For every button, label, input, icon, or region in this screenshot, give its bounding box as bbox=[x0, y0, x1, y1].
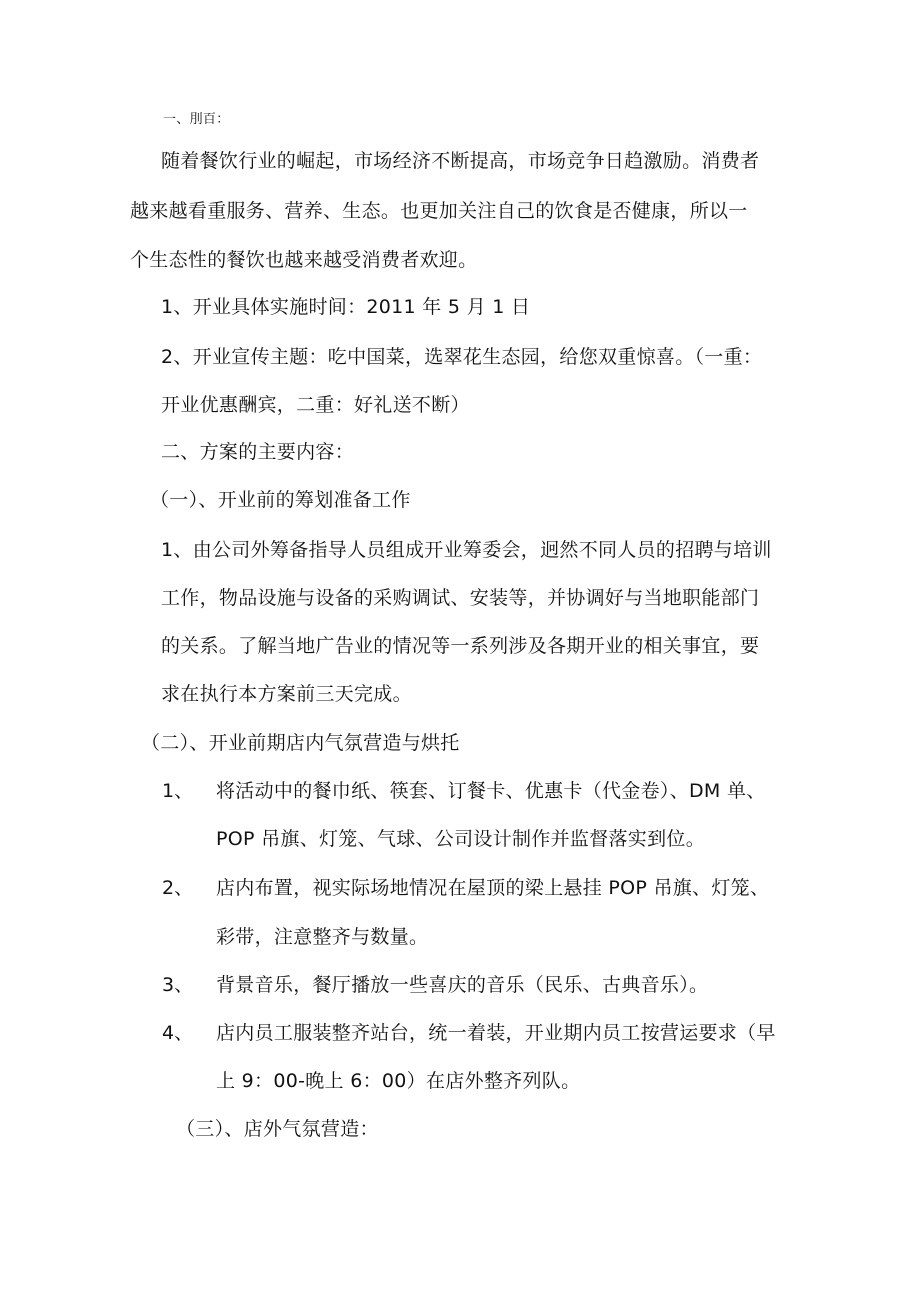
section-1-line-4: 求在执行本方案前三天完成。 bbox=[161, 683, 412, 705]
section-3-title: （三）、店外气氛营造： bbox=[176, 1118, 379, 1140]
intro-line-3: 个生态性的餐饮也越来越受消费者欢迎。 bbox=[130, 249, 478, 271]
section-1-line-1: 1、由公司外筹备指导人员组成开业筹委会，迥然不同人员的招聘与培训 bbox=[161, 539, 772, 561]
list-item-number: 3、 bbox=[162, 974, 194, 996]
list-item-line: 上 9：00-晚上 6：00）在店外整齐列队。 bbox=[216, 1070, 581, 1092]
heading-main-content: 二、方案的主要内容： bbox=[161, 441, 355, 463]
item-theme-line-1: 2、开业宣传主题：吃中国菜，选翠花生态园，给您双重惊喜。（一重： bbox=[161, 346, 763, 368]
intro-line-2: 越来越看重服务、营养、生态。也更加关注自己的饮食是否健康，所以一 bbox=[130, 200, 748, 222]
section-2-title: （二）、开业前期店内气氛营造与烘托 bbox=[141, 732, 460, 754]
heading-preface: 一、刖百： bbox=[163, 112, 230, 127]
section-1-line-2: 工作，物品设施与设备的采购调试、安装等，并协调好与当地职能部门 bbox=[161, 587, 760, 609]
list-item-line: 将活动中的餐巾纸、筷套、订餐卡、优惠卡（代金卷）、DM 单、 bbox=[216, 780, 766, 802]
item-theme-line-2: 开业优惠酬宾，二重：好礼送不断） bbox=[161, 394, 470, 416]
section-1-line-3: 的关系。了解当地广告业的情况等一系列涉及各期开业的相关事宜，要 bbox=[161, 635, 760, 657]
list-item-line: 彩带，注意整齐与数量。 bbox=[216, 926, 429, 948]
list-item-line: 店内布置，视实际场地情况在屋顶的梁上悬挂 POP 吊旗、灯笼、 bbox=[216, 877, 770, 899]
list-item-line: 店内员工服装整齐站台，统一着装，开业期内员工按营运要求（早 bbox=[216, 1022, 776, 1044]
item-opening-time: 1、开业具体实施时间：2011 年 5 月 1 日 bbox=[161, 296, 531, 318]
list-item-number: 4、 bbox=[162, 1022, 194, 1044]
list-item-number: 2、 bbox=[162, 877, 194, 899]
intro-line-1: 随着餐饮行业的崛起，市场经济不断提高，市场竞争日趋激励。消费者 bbox=[161, 150, 760, 172]
list-item-line: POP 吊旗、灯笼、气球、公司设计制作并监督落实到位。 bbox=[216, 828, 706, 850]
section-1-title: （一）、开业前的筹划准备工作 bbox=[150, 489, 411, 511]
list-item-number: 1、 bbox=[162, 780, 194, 802]
list-item-line: 背景音乐，餐厅播放一些喜庆的音乐（民乐、古典音乐）。 bbox=[216, 974, 709, 996]
